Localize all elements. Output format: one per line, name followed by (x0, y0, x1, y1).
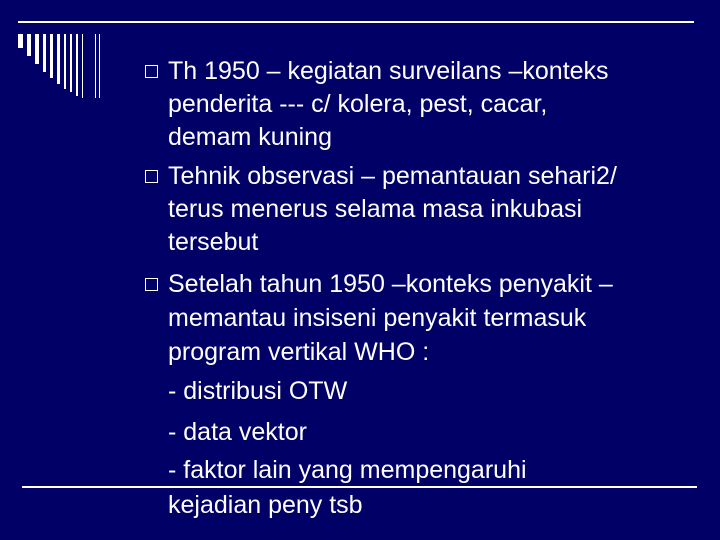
bullet-3-line-4: - distribusi OTW (168, 377, 348, 405)
bullet-2-line-3: tersebut (168, 228, 259, 256)
bullet-2-line-2: terus menerus selama masa inkubasi (168, 195, 583, 223)
bullet-1-line-1: Th 1950 – kegiatan surveilans –konteks (168, 57, 609, 85)
bullet-2-icon (145, 170, 158, 183)
bullet-1-line-2: penderita --- c/ kolera, pest, cacar, (168, 90, 548, 118)
bullet-3-line-3: program vertikal WHO : (168, 338, 430, 366)
bullet-3-line-1: Setelah tahun 1950 –konteks penyakit – (168, 270, 613, 298)
bullet-3-icon (145, 278, 158, 291)
decor-bottom-line (22, 486, 697, 488)
bullet-3-line-6: - faktor lain yang mempengaruhi (168, 456, 527, 484)
bullet-1-line-3: demam kuning (168, 123, 332, 151)
bullet-3-line-2: memantau insiseni penyakit termasuk (168, 304, 587, 332)
bullet-1-icon (145, 65, 158, 78)
bullet-2-line-1: Tehnik observasi – pemantauan sehari2/ (168, 162, 617, 190)
bullet-3-line-7: kejadian peny tsb (168, 491, 363, 519)
decor-top-line (18, 21, 694, 23)
bullet-3-line-5: - data vektor (168, 418, 307, 446)
